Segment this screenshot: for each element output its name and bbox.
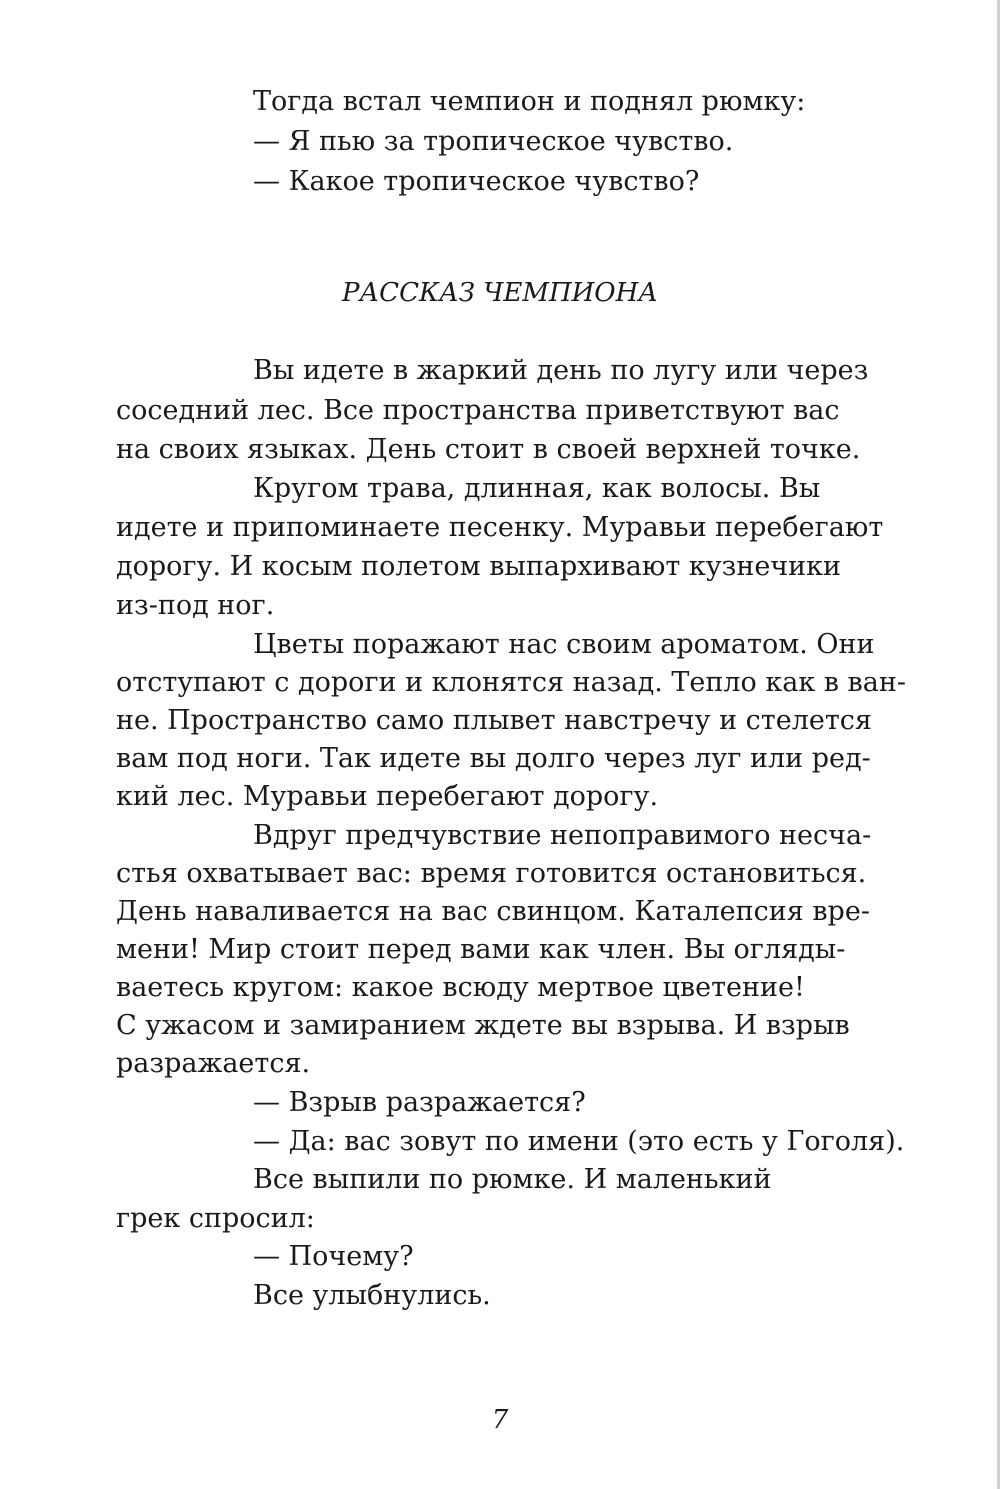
text-line: стья охватывает вас: время готовится остановиться. <box>116 858 867 889</box>
text-line: на своих языках. День стоит в своей верхней точке. <box>116 434 861 465</box>
intro-line: — Я пью за тропическое чувство. <box>253 126 734 157</box>
text-line: Все улыбнулись. <box>253 1280 491 1311</box>
text-line: Цветы поражают нас своим ароматом. Они <box>253 629 875 660</box>
intro-line: — Какое тропическое чувство? <box>253 166 700 197</box>
text-line: дорогу. И косым полетом выпархивают кузнечики <box>116 551 842 582</box>
text-line: вам под ноги. Так идете вы долго через луг или ред- <box>116 743 871 774</box>
text-line: соседний лес. Все пространства приветствуют вас <box>116 395 840 426</box>
text-line: мени! Мир стоит перед вами как член. Вы огляды- <box>116 934 846 965</box>
section-heading: РАССКАЗ ЧЕМПИОНА <box>342 278 658 308</box>
text-line: — Взрыв разражается? <box>253 1087 586 1118</box>
text-line: разражается. <box>116 1048 311 1079</box>
text-line: С ужасом и замиранием ждете вы взрыва. И взрыв <box>116 1010 850 1041</box>
text-line: Вы идете в жаркий день по лугу или через <box>253 355 869 386</box>
page-number: 7 <box>491 1405 509 1435</box>
text-line: Кругом трава, длинная, как волосы. Вы <box>253 473 821 504</box>
text-line: — Да: вас зовут по имени (это есть у Гоголя). <box>253 1126 905 1157</box>
text-line: отступают с дороги и клонятся назад. Тепло как в ван- <box>116 667 906 698</box>
text-line: не. Пространство само плывет навстречу и стелется <box>116 705 872 736</box>
text-line: кий лес. Муравьи перебегают дорогу. <box>116 781 659 812</box>
text-line: День наваливается на вас свинцом. Каталепсия вре- <box>116 896 870 927</box>
intro-line: Тогда встал чемпион и поднял рюмку: <box>253 86 806 117</box>
text-line: из-под ног. <box>116 590 275 621</box>
text-line: Вдруг предчувствие непоправимого несча- <box>253 820 872 851</box>
text-line: — Почему? <box>253 1241 414 1272</box>
text-line: ваетесь кругом: какое всюду мертвое цветение! <box>116 972 805 1003</box>
text-line: Все выпили по рюмке. И маленький <box>253 1164 772 1195</box>
text-line: идете и припоминаете песенку. Муравьи перебегают <box>116 512 884 543</box>
text-line: грек спросил: <box>116 1203 315 1234</box>
